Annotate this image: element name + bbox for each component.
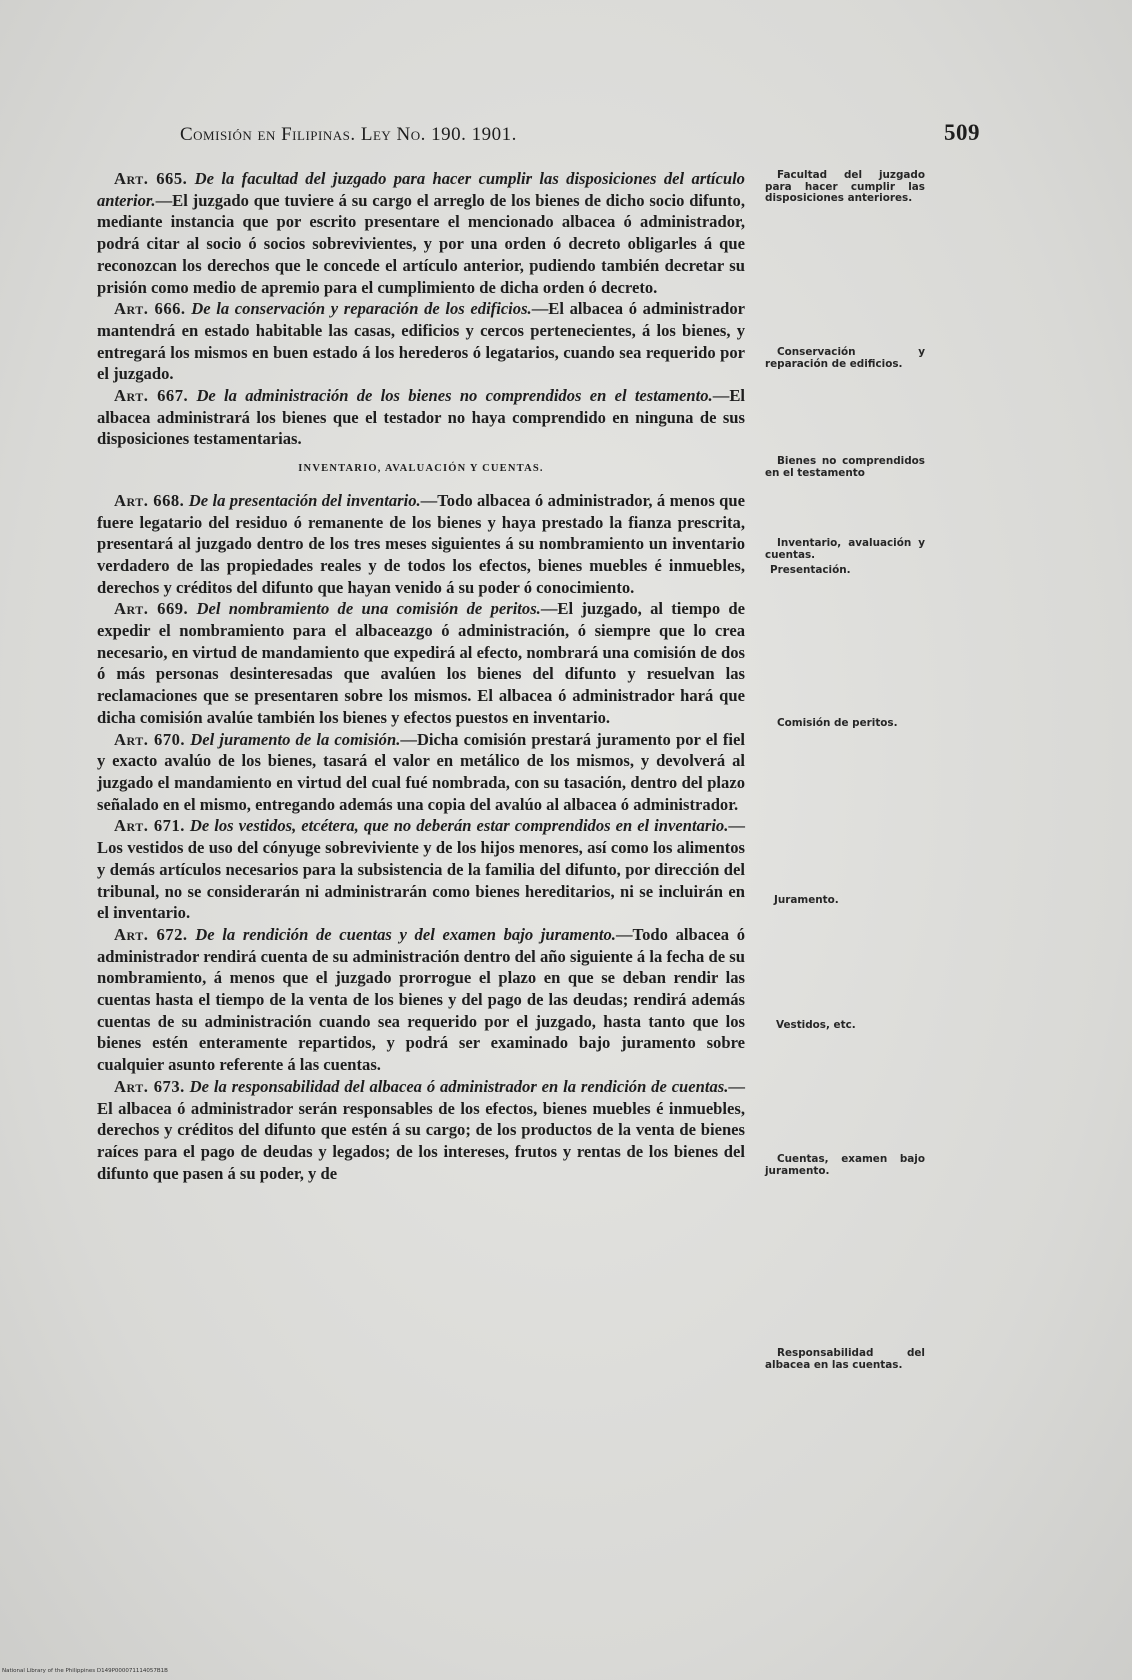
margin-note-presentacion: Presentación. — [770, 564, 851, 576]
article-673: Art. 673. De la responsabilidad del albacea ó administrador en la rendición de cuentas.—El albacea ó administrador serán responsables de los efectos, bienes muebles é inmuebles, derechos y créditos del difunto que estén á su cargo; de los productos de la venta de bienes raíces para el pago de deudas y legados; de los intereses, frutos y rentas de los bienes del difunto que pasen á su poder, y de — [97, 1076, 745, 1183]
margin-note-cuentas: Cuentas, examen bajo juramento. — [765, 1153, 925, 1177]
margin-note-facultad: Facultad del juzgado para hacer cumplir las disposiciones anteriores. — [765, 169, 925, 205]
article-670: Art. 670. Del juramento de la comisión.—Dicha comisión prestará juramento por el fiel y exacto avalúo de los bienes, tasará el valor en metálico de los mismos, y devolverá al juzgado el mandamiento en virtud del cual fué nombrada, con su tasación, dentro del plazo señalado en el mismo, entregando además una copia del avalúo al albacea ó administrador. — [97, 729, 745, 814]
margin-note-comision: Comisión de peritos. — [777, 717, 898, 729]
margin-note-juramento: Juramento. — [774, 894, 839, 906]
article-669: Art. 669. Del nombramiento de una comisión de peritos.—El juzgado, al tiempo de expedir el nombramiento para el albaceazgo ó administración, ó siempre que lo crea necesario, en virtud de mandamiento que expedirá al efecto, nombrará una comisión de dos ó más personas desinteresadas que avalúen los bienes del difunto y resuelvan las reclamaciones que se presentaren sobre los mismos. El albacea ó administrador hará que dicha comisión avalúe también los bienes y efectos puestos en inventario. — [97, 599, 745, 727]
margin-note-bienes: Bienes no comprendidos en el testamento — [765, 455, 925, 479]
article-668: Art. 668. De la presentación del inventario.—Todo albacea ó administrador, á menos que fuere legatario del residuo ó remanente de los bienes y haya prestado la fianza prescrita, presentará al juzgado dentro de los tres meses siguientes á su nombramiento un inventario verdadero de las propiedades reales y de todos los efectos, bienes muebles é inmuebles, derechos y créditos del difunto que hayan venido á su poder ó conocimiento. — [97, 490, 746, 597]
article-671: Art. 671. De los vestidos, etcétera, que no deberán estar comprendidos en el inventario.—Los vestidos de uso del cónyuge sobreviviente y de los hijos menores, así como los alimentos y demás artículos necesarios para la subsistencia de la familia del difunto, por dirección del tribunal, no se considerarán ni administrarán como bienes hereditarios, ni se incluirán en el inventario. — [97, 816, 745, 923]
library-footer: National Library of the Philippines D149P000071114057B1B — [2, 1668, 168, 1674]
margin-note-responsabilidad: Responsabilidad del albacea en las cuentas. — [765, 1347, 925, 1371]
page-header — [180, 120, 980, 150]
article-665: Art. 665. De la facultad del juzgado para hacer cumplir las disposiciones del artículo anterior.—El juzgado que tuviere á su cargo el arreglo de los bienes de dicho socio difunto, mediante instancia que por escrito presentare el mencionado albacea ó administrador, podrá citar al socio ó socios sobrevivientes, y por una orden ó decreto obligarles á que reconozcan los derechos que le concede el artículo anterior, pudiendo también decretar su prisión como medio de apremio para el cumplimiento de dicha orden ó decreto. — [97, 169, 745, 297]
running-title: Comisión en Filipinas. Ley No. 190. 1901. — [180, 124, 517, 145]
margin-note-inventario: Inventario, avaluación y cuentas. — [765, 537, 925, 561]
article-666: Art. 666. De la conservación y reparación de los edificios.—El albacea ó administrador mantendrá en estado habitable las casas, edificios y cercos pertenecientes, á los bienes, y entregará los mismos en buen estado á los herederos ó legatarios, cuando sea requerido por el juzgado. — [97, 299, 746, 384]
body-text — [97, 168, 745, 1184]
section-heading: INVENTARIO, AVALUACIÓN Y CUENTAS. — [298, 463, 544, 475]
margin-note-conservacion: Conservación y reparación de edificios. — [765, 346, 925, 370]
article-672: Art. 672. De la rendición de cuentas y del examen bajo juramento.—Todo albacea ó administrador rendirá cuenta de su administración dentro del año siguiente á la fecha de su nombramiento, á menos que el juzgado prorrogue el plazo en que se deban rendir las cuentas hasta el tiempo de la venta de los bienes y del pago de las deudas; rendirá además cuentas de su administración cuando sea requerido por el juzgado, hasta tanto que los bienes estén enteramente repartidos, y podrá ser examinado bajo juramento sobre cualquier asunto referente á las cuentas. — [97, 924, 746, 1075]
article-667: Art. 667. De la administración de los bienes no comprendidos en el testamento.—El albacea administrará los bienes que el testador no haya comprendido en ninguna de sus disposiciones testamentarias. — [97, 386, 745, 449]
page-number: 509 — [944, 120, 980, 145]
margin-note-vestidos: Vestidos, etc. — [776, 1019, 856, 1031]
